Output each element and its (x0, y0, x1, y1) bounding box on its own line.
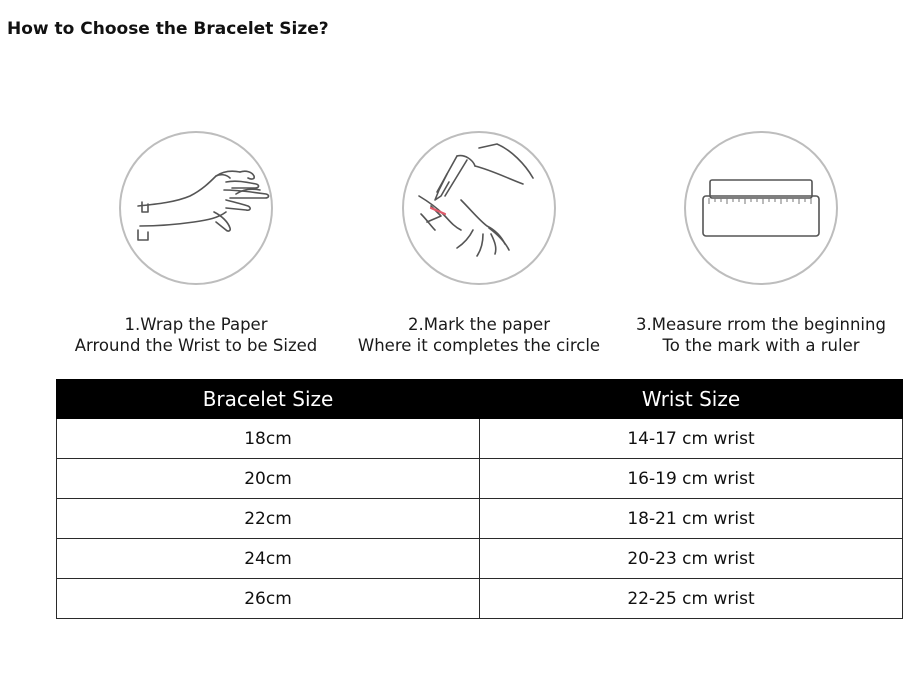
page-title: How to Choose the Bracelet Size? (7, 19, 329, 39)
step-2-caption (329, 314, 629, 356)
table-row (57, 419, 903, 459)
table-row (57, 459, 903, 499)
hand-wrap-icon (118, 130, 274, 286)
step-2-title: 2.Mark the paper (408, 315, 550, 334)
pen-mark-wrist-icon (401, 130, 557, 286)
step-1-title: 1.Wrap the Paper (124, 315, 268, 334)
step-2-description: Where it completes the circle (357, 336, 601, 355)
table-header-row (57, 380, 903, 419)
wrist-size-cell: 14-17 cm wrist (480, 419, 903, 459)
ruler-icon (683, 130, 839, 286)
table-row (57, 579, 903, 619)
wrist-size-cell: 20-23 cm wrist (480, 539, 903, 579)
wrist-size-cell: 22-25 cm wrist (480, 579, 903, 619)
step-3-title: 3.Measure rrom the beginning (636, 315, 886, 334)
step-1-description: Arround the Wrist to be Sized (74, 336, 318, 355)
step-3-description: To the mark with a ruler (662, 336, 860, 355)
step-3-caption (611, 314, 911, 356)
wrist-size-cell: 18-21 cm wrist (480, 499, 903, 539)
bracelet-size-cell: 20cm (57, 459, 480, 499)
bracelet-size-cell: 18cm (57, 419, 480, 459)
bracelet-size-cell: 26cm (57, 579, 480, 619)
header-bracelet-size: Bracelet Size (57, 380, 480, 419)
wrist-size-cell: 16-19 cm wrist (480, 459, 903, 499)
table-row (57, 499, 903, 539)
step-1-caption (46, 314, 346, 356)
header-wrist-size: Wrist Size (480, 380, 903, 419)
table-row (57, 539, 903, 579)
bracelet-size-cell: 22cm (57, 499, 480, 539)
size-chart-table (56, 379, 903, 619)
bracelet-size-cell: 24cm (57, 539, 480, 579)
